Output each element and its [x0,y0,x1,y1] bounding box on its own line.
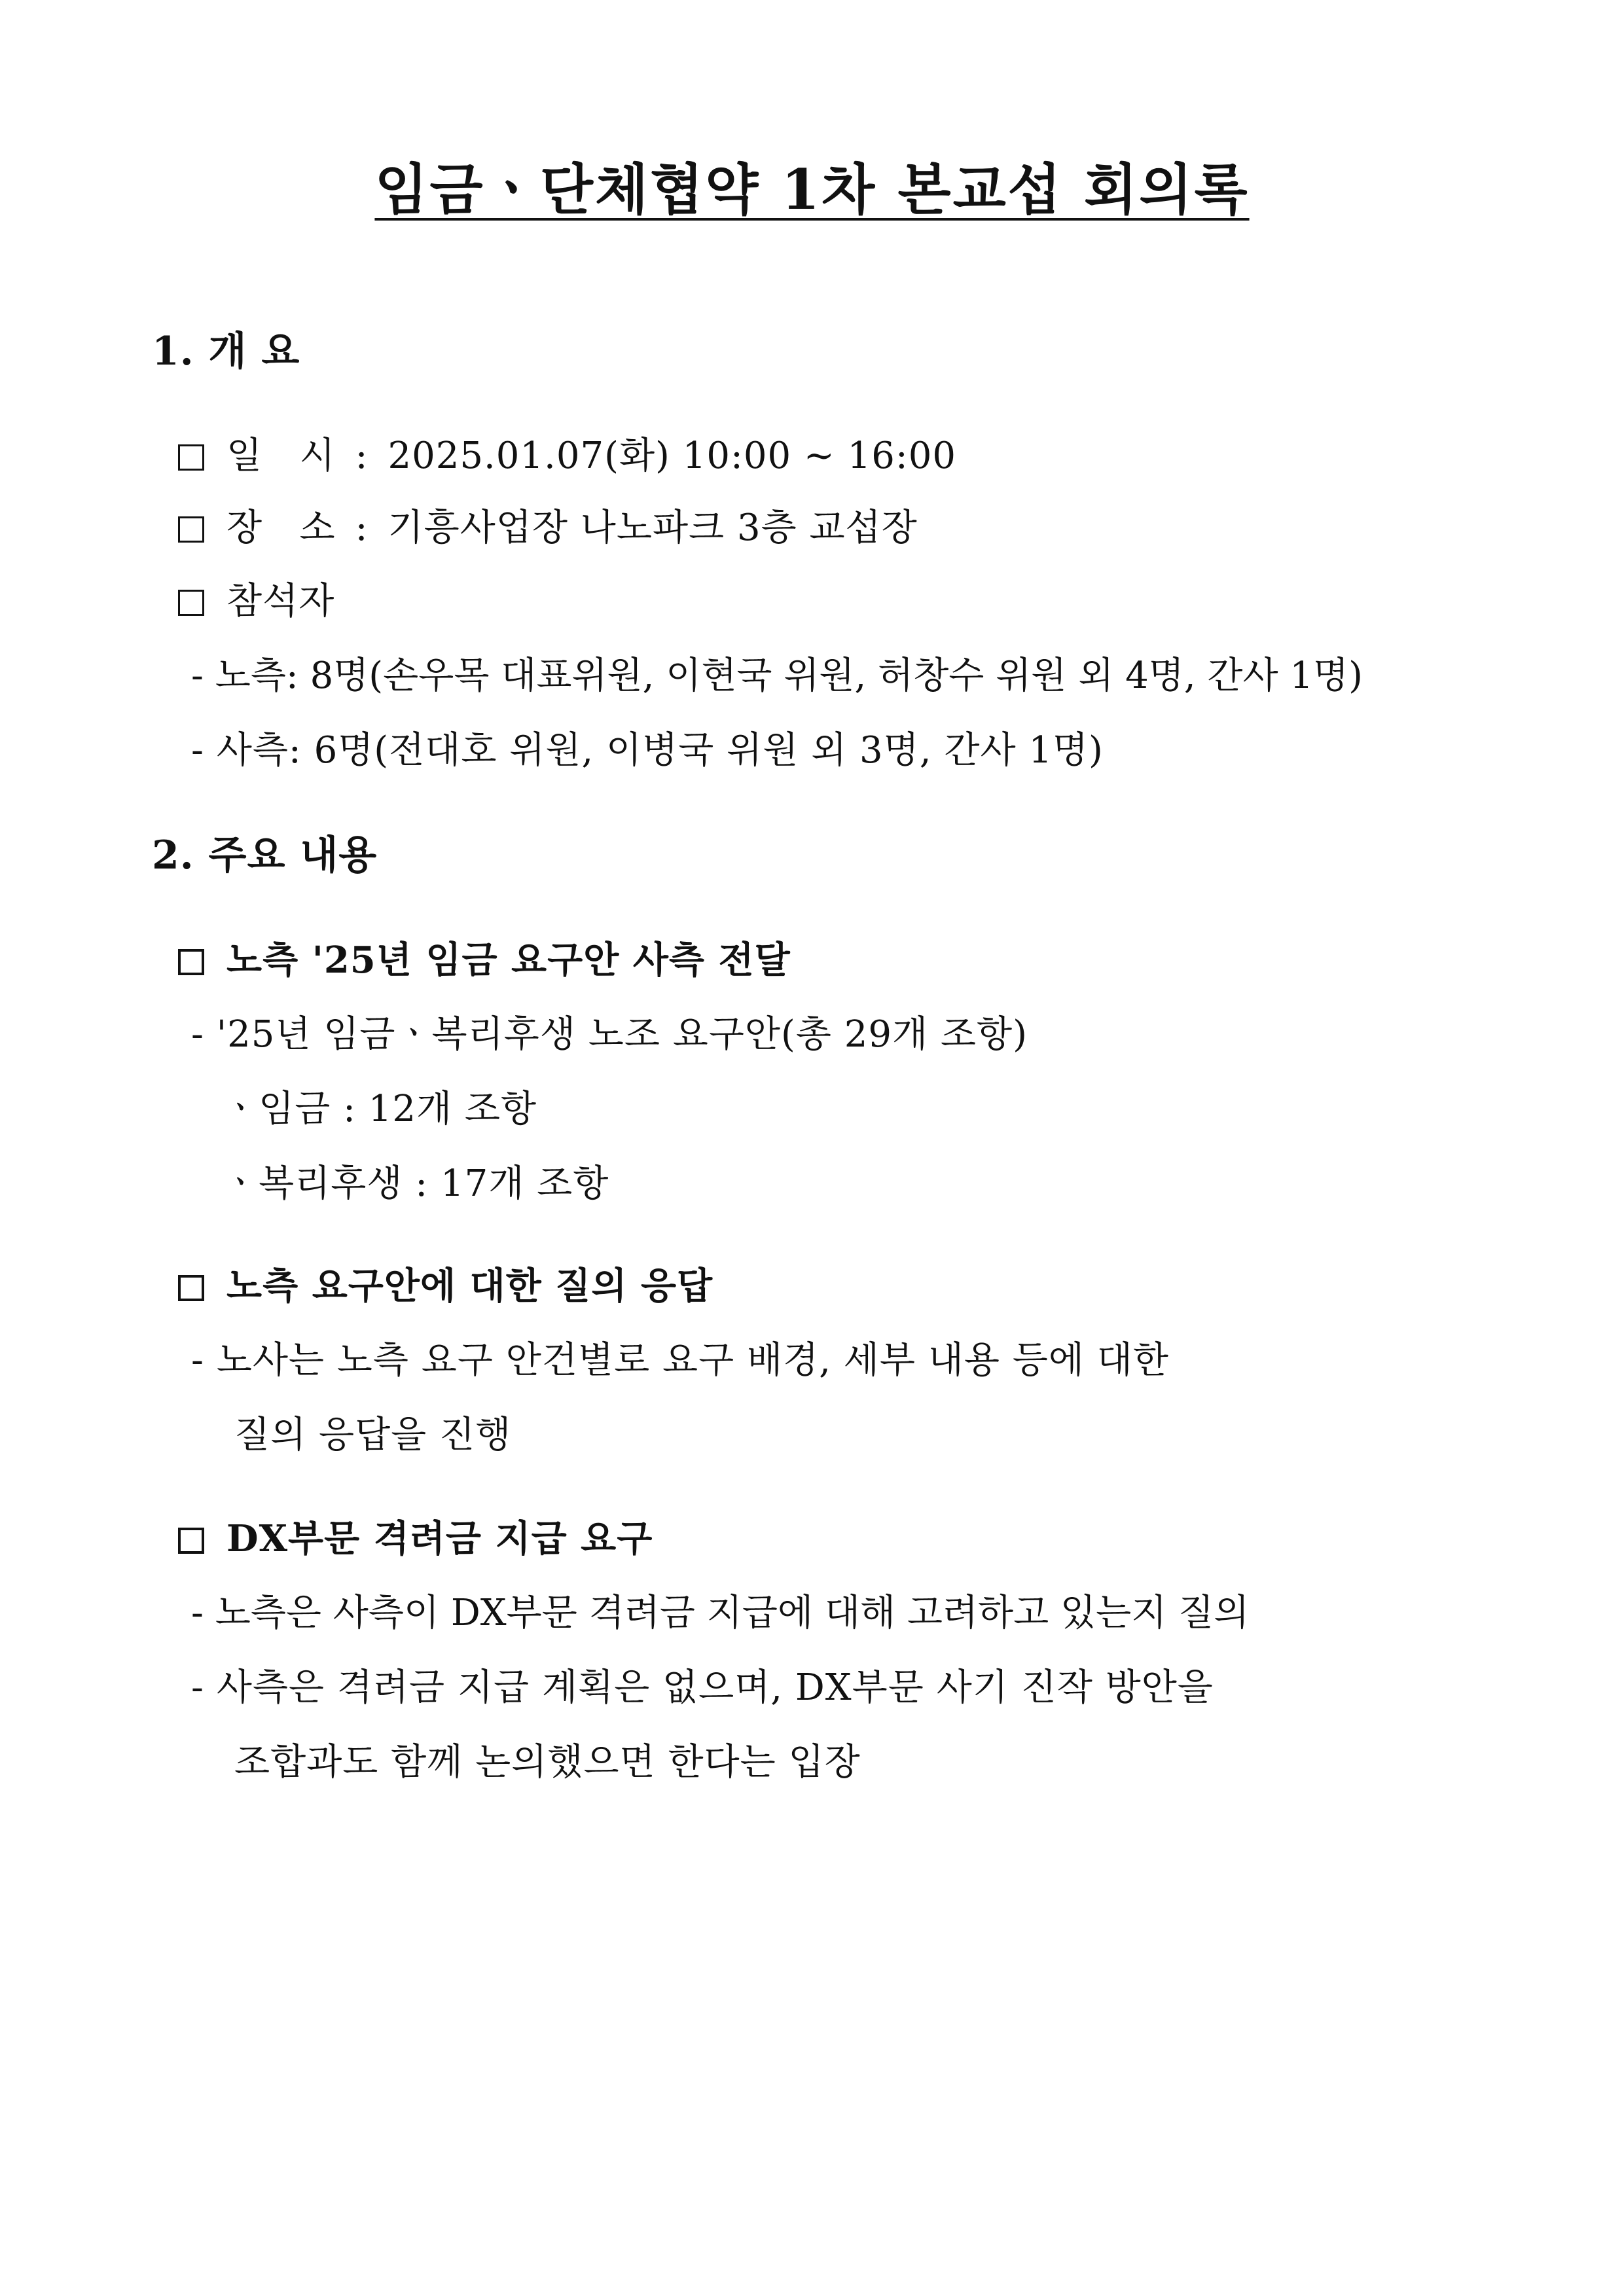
place-label: 장 소 [226,507,336,549]
overview-date-row [178,433,956,479]
section-heading-main: 2. 주요 내용 [152,833,378,878]
checkbox-square-icon [178,590,204,616]
item3-heading-row [178,1516,653,1562]
attendees-labor-line: - 노측: 8명(손우목 대표위원, 이현국 위원, 허창수 위원 외 4명, 간사 1명) [191,655,1363,697]
document-title-text: 임금ㆍ단체협약 1차 본교섭 회의록 [374,157,1250,222]
date-label: 일 시 [226,435,336,477]
document-title [0,157,1624,223]
attendees-label: 참석자 [226,580,335,622]
date-separator: : [355,435,369,477]
date-value: 2025.01.07(화) 10:00 ~ 16:00 [388,435,956,477]
item3-line1: - 노측은 사측이 DX부문 격려금 지급에 대해 고려하고 있는지 질의 [191,1592,1250,1634]
checkbox-square-icon [178,1528,204,1554]
item1-heading-row [178,937,791,983]
item1-sub2: ㆍ복리후생 : 17개 조항 [223,1162,609,1205]
checkbox-square-icon [178,444,204,471]
overview-attendees-row [178,579,334,624]
item2-line2: 질의 응답을 진행 [234,1414,512,1456]
item2-title: 노측 요구안에 대한 질의 응답 [226,1265,713,1308]
checkbox-square-icon [178,516,204,543]
section-heading-overview: 1. 개 요 [152,329,300,374]
place-value: 기흥사업장 나노파크 3층 교섭장 [388,507,918,549]
item1-title: 노측 '25년 임금 요구안 사측 전달 [226,939,791,982]
item2-heading-row [178,1263,713,1309]
place-separator: : [355,507,369,549]
overview-place-row [178,505,918,551]
item1-sub1: ㆍ임금 : 12개 조항 [223,1088,537,1130]
item1-line1: - '25년 임금ㆍ복리후생 노조 요구안(총 29개 조항) [191,1013,1028,1056]
checkbox-square-icon [178,949,204,975]
item2-line1: - 노사는 노측 요구 안건별로 요구 배경, 세부 내용 등에 대한 [191,1339,1169,1382]
item3-line2: - 사측은 격려금 지급 계획은 없으며, DX부문 사기 진작 방안을 [191,1666,1214,1709]
checkbox-square-icon [178,1275,204,1301]
item3-title: DX부문 격려금 지급 요구 [226,1517,653,1560]
item3-line3: 조합과도 함께 논의했으면 한다는 입장 [234,1741,861,1784]
attendees-management-line: - 사측: 6명(전대호 위원, 이병국 위원 외 3명, 간사 1명) [191,729,1104,772]
